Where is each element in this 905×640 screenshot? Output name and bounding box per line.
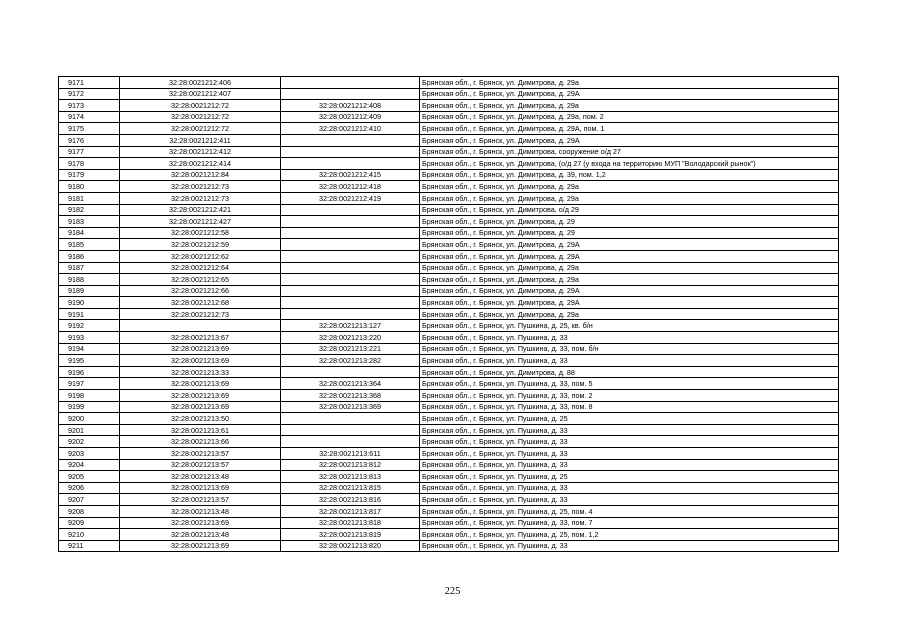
related-cadastral-number-cell: 32:28:0021213:364: [281, 378, 420, 390]
row-number-cell: 9204: [59, 459, 120, 471]
address-cell: Брянская обл., г. Брянск, ул. Димитрова, д. 29а: [420, 274, 839, 286]
address-cell: Брянская обл., г. Брянск, ул. Димитрова, д. 29а: [420, 100, 839, 112]
related-cadastral-number-cell: 32:28:0021213:282: [281, 355, 420, 367]
related-cadastral-number-cell: [281, 134, 420, 146]
table-row: [59, 540, 839, 552]
cadastral-number-cell: 32:28:0021212:73: [120, 181, 281, 193]
row-number-cell: 9207: [59, 494, 120, 506]
cadastral-number-cell: 32:28:0021213:69: [120, 390, 281, 402]
cadastral-number-cell: 32:28:0021213:57: [120, 459, 281, 471]
address-cell: Брянская обл., г. Брянск, ул. Димитрова, д. 29А, пом. 1: [420, 123, 839, 135]
table-row: [59, 227, 839, 239]
table-row: [59, 482, 839, 494]
row-number-cell: 9183: [59, 216, 120, 228]
address-cell: Брянская обл., г. Брянск, ул. Димитрова, д. 29а: [420, 181, 839, 193]
cadastral-number-cell: 32:28:0021212:65: [120, 274, 281, 286]
table-row: [59, 505, 839, 517]
cadastral-number-cell: 32:28:0021212:73: [120, 192, 281, 204]
related-cadastral-number-cell: 32:28:0021213:818: [281, 517, 420, 529]
address-cell: Брянская обл., г. Брянск, ул. Димитрова, д. 39, пом. 1,2: [420, 169, 839, 181]
table-row: [59, 158, 839, 170]
related-cadastral-number-cell: 32:28:0021213:813: [281, 471, 420, 483]
related-cadastral-number-cell: 32:28:0021213:820: [281, 540, 420, 552]
address-cell: Брянская обл., г. Брянск, ул. Пушкина, д. 33: [420, 540, 839, 552]
table-row: [59, 332, 839, 344]
row-number-cell: 9190: [59, 297, 120, 309]
related-cadastral-number-cell: [281, 274, 420, 286]
cadastral-number-cell: 32:28:0021212:84: [120, 169, 281, 181]
records-table-body: [59, 77, 839, 552]
address-cell: Брянская обл., г. Брянск, ул. Димитрова, д. 29А: [420, 239, 839, 251]
related-cadastral-number-cell: 32:28:0021212:410: [281, 123, 420, 135]
table-row: [59, 262, 839, 274]
cadastral-number-cell: 32:28:0021213:48: [120, 505, 281, 517]
cadastral-number-cell: 32:28:0021212:59: [120, 239, 281, 251]
table-row: [59, 297, 839, 309]
row-number-cell: 9177: [59, 146, 120, 158]
related-cadastral-number-cell: 32:28:0021213:220: [281, 332, 420, 344]
table-row: [59, 181, 839, 193]
address-cell: Брянская обл., г. Брянск, ул. Димитрова, д. 29а, пом. 2: [420, 111, 839, 123]
address-cell: Брянская обл., г. Брянск, ул. Димитрова, д. 29а: [420, 192, 839, 204]
address-cell: Брянская обл., г. Брянск, ул. Димитрова, сооружение о/д 27: [420, 146, 839, 158]
related-cadastral-number-cell: [281, 146, 420, 158]
address-cell: Брянская обл., г. Брянск, ул. Пушкина, д. 33: [420, 482, 839, 494]
address-cell: Брянская обл., г. Брянск, ул. Пушкина, д. 33: [420, 494, 839, 506]
table-row: [59, 378, 839, 390]
cadastral-number-cell: 32:28:0021213:50: [120, 413, 281, 425]
cadastral-number-cell: 32:28:0021213:66: [120, 436, 281, 448]
row-number-cell: 9195: [59, 355, 120, 367]
row-number-cell: 9178: [59, 158, 120, 170]
related-cadastral-number-cell: [281, 88, 420, 100]
address-cell: Брянская обл., г. Брянск, ул. Димитрова, д. 88: [420, 366, 839, 378]
related-cadastral-number-cell: [281, 366, 420, 378]
table-row: [59, 471, 839, 483]
cadastral-number-cell: 32:28:0021212:72: [120, 100, 281, 112]
table-row: [59, 448, 839, 460]
related-cadastral-number-cell: [281, 227, 420, 239]
cadastral-number-cell: 32:28:0021213:69: [120, 343, 281, 355]
related-cadastral-number-cell: 32:28:0021213:812: [281, 459, 420, 471]
row-number-cell: 9206: [59, 482, 120, 494]
cadastral-number-cell: 32:28:0021213:69: [120, 540, 281, 552]
table-row: [59, 204, 839, 216]
related-cadastral-number-cell: [281, 285, 420, 297]
address-cell: Брянская обл., г. Брянск, ул. Пушкина, д. 33: [420, 355, 839, 367]
table-row: [59, 424, 839, 436]
row-number-cell: 9179: [59, 169, 120, 181]
address-cell: Брянская обл., г. Брянск, ул. Димитрова, д. 29а: [420, 308, 839, 320]
records-table: [58, 76, 839, 552]
table-row: [59, 239, 839, 251]
related-cadastral-number-cell: 32:28:0021213:221: [281, 343, 420, 355]
address-cell: Брянская обл., г. Брянск, ул. Пушкина, д. 33: [420, 332, 839, 344]
related-cadastral-number-cell: [281, 413, 420, 425]
row-number-cell: 9205: [59, 471, 120, 483]
row-number-cell: 9175: [59, 123, 120, 135]
table-row: [59, 123, 839, 135]
cadastral-number-cell: 32:28:0021213:69: [120, 401, 281, 413]
table-row: [59, 320, 839, 332]
cadastral-number-cell: 32:28:0021213:33: [120, 366, 281, 378]
related-cadastral-number-cell: [281, 436, 420, 448]
table-row: [59, 274, 839, 286]
related-cadastral-number-cell: 32:28:0021212:409: [281, 111, 420, 123]
table-row: [59, 459, 839, 471]
address-cell: Брянская обл., г. Брянск, ул. Пушкина, д. 25: [420, 413, 839, 425]
row-number-cell: 9172: [59, 88, 120, 100]
cadastral-number-cell: 32:28:0021212:58: [120, 227, 281, 239]
cadastral-number-cell: 32:28:0021213:69: [120, 517, 281, 529]
row-number-cell: 9210: [59, 529, 120, 541]
row-number-cell: 9184: [59, 227, 120, 239]
address-cell: Брянская обл., г. Брянск, ул. Димитрова, (о/д 27 (у входа на территорию МУП "Володарский рынок"): [420, 158, 839, 170]
table-row: [59, 413, 839, 425]
table-row: [59, 111, 839, 123]
table-row: [59, 366, 839, 378]
table-row: [59, 169, 839, 181]
row-number-cell: 9193: [59, 332, 120, 344]
table-row: [59, 308, 839, 320]
row-number-cell: 9192: [59, 320, 120, 332]
row-number-cell: 9181: [59, 192, 120, 204]
table-row: [59, 517, 839, 529]
row-number-cell: 9180: [59, 181, 120, 193]
address-cell: Брянская обл., г. Брянск, ул. Пушкина, д. 25, пом. 1,2: [420, 529, 839, 541]
related-cadastral-number-cell: [281, 239, 420, 251]
related-cadastral-number-cell: 32:28:0021213:368: [281, 390, 420, 402]
address-cell: Брянская обл., г. Брянск, ул. Димитрова, д. 29а: [420, 262, 839, 274]
table-row: [59, 401, 839, 413]
cadastral-number-cell: 32:28:0021213:69: [120, 355, 281, 367]
table-row: [59, 390, 839, 402]
cadastral-number-cell: 32:28:0021212:411: [120, 134, 281, 146]
address-cell: Брянская обл., г. Брянск, ул. Пушкина, д. 25, пом. 4: [420, 505, 839, 517]
row-number-cell: 9198: [59, 390, 120, 402]
cadastral-number-cell: 32:28:0021212:66: [120, 285, 281, 297]
cadastral-number-cell: 32:28:0021213:69: [120, 482, 281, 494]
cadastral-number-cell: 32:28:0021213:57: [120, 448, 281, 460]
related-cadastral-number-cell: 32:28:0021213:819: [281, 529, 420, 541]
related-cadastral-number-cell: [281, 262, 420, 274]
row-number-cell: 9200: [59, 413, 120, 425]
row-number-cell: 9208: [59, 505, 120, 517]
row-number-cell: 9187: [59, 262, 120, 274]
table-row: [59, 88, 839, 100]
table-row: [59, 216, 839, 228]
table-row: [59, 529, 839, 541]
cadastral-number-cell: 32:28:0021212:72: [120, 123, 281, 135]
related-cadastral-number-cell: 32:28:0021213:817: [281, 505, 420, 517]
cadastral-number-cell: 32:28:0021213:48: [120, 529, 281, 541]
related-cadastral-number-cell: [281, 158, 420, 170]
row-number-cell: 9211: [59, 540, 120, 552]
row-number-cell: 9185: [59, 239, 120, 251]
address-cell: Брянская обл., г. Брянск, ул. Пушкина, д. 33, пом. 8: [420, 401, 839, 413]
cadastral-number-cell: 32:28:0021213:69: [120, 378, 281, 390]
table-row: [59, 355, 839, 367]
cadastral-number-cell: 32:28:0021212:412: [120, 146, 281, 158]
cadastral-number-cell: 32:28:0021213:61: [120, 424, 281, 436]
related-cadastral-number-cell: [281, 297, 420, 309]
table-row: [59, 77, 839, 89]
address-cell: Брянская обл., г. Брянск, ул. Димитрова, д. 29а: [420, 77, 839, 89]
table-row: [59, 436, 839, 448]
related-cadastral-number-cell: 32:28:0021213:815: [281, 482, 420, 494]
row-number-cell: 9173: [59, 100, 120, 112]
address-cell: Брянская обл., г. Брянск, ул. Пушкина, д. 33: [420, 424, 839, 436]
row-number-cell: 9209: [59, 517, 120, 529]
row-number-cell: 9189: [59, 285, 120, 297]
cadastral-number-cell: [120, 320, 281, 332]
page-number: 225: [444, 586, 461, 597]
table-row: [59, 285, 839, 297]
address-cell: Брянская обл., г. Брянск, ул. Пушкина, д. 33, пом. б/н: [420, 343, 839, 355]
row-number-cell: 9201: [59, 424, 120, 436]
row-number-cell: 9199: [59, 401, 120, 413]
related-cadastral-number-cell: 32:28:0021212:419: [281, 192, 420, 204]
table-row: [59, 134, 839, 146]
cadastral-number-cell: 32:28:0021212:427: [120, 216, 281, 228]
related-cadastral-number-cell: 32:28:0021213:127: [281, 320, 420, 332]
cadastral-number-cell: 32:28:0021213:67: [120, 332, 281, 344]
row-number-cell: 9191: [59, 308, 120, 320]
related-cadastral-number-cell: [281, 424, 420, 436]
cadastral-number-cell: 32:28:0021212:406: [120, 77, 281, 89]
cadastral-number-cell: 32:28:0021212:414: [120, 158, 281, 170]
row-number-cell: 9196: [59, 366, 120, 378]
related-cadastral-number-cell: 32:28:0021213:816: [281, 494, 420, 506]
table-row: [59, 100, 839, 112]
row-number-cell: 9171: [59, 77, 120, 89]
table-row: [59, 343, 839, 355]
cadastral-number-cell: 32:28:0021212:421: [120, 204, 281, 216]
related-cadastral-number-cell: 32:28:0021213:611: [281, 448, 420, 460]
table-row: [59, 494, 839, 506]
cadastral-number-cell: 32:28:0021212:407: [120, 88, 281, 100]
row-number-cell: 9174: [59, 111, 120, 123]
related-cadastral-number-cell: [281, 204, 420, 216]
cadastral-number-cell: 32:28:0021213:48: [120, 471, 281, 483]
address-cell: Брянская обл., г. Брянск, ул. Димитрова, д. 29: [420, 216, 839, 228]
row-number-cell: 9203: [59, 448, 120, 460]
related-cadastral-number-cell: 32:28:0021212:418: [281, 181, 420, 193]
row-number-cell: 9188: [59, 274, 120, 286]
related-cadastral-number-cell: [281, 250, 420, 262]
cadastral-number-cell: 32:28:0021212:72: [120, 111, 281, 123]
address-cell: Брянская обл., г. Брянск, ул. Димитрова, о/д 29: [420, 204, 839, 216]
table-row: [59, 250, 839, 262]
address-cell: Брянская обл., г. Брянск, ул. Пушкина, д. 33: [420, 436, 839, 448]
row-number-cell: 9202: [59, 436, 120, 448]
related-cadastral-number-cell: [281, 308, 420, 320]
row-number-cell: 9186: [59, 250, 120, 262]
cadastral-number-cell: 32:28:0021212:64: [120, 262, 281, 274]
related-cadastral-number-cell: [281, 216, 420, 228]
address-cell: Брянская обл., г. Брянск, ул. Димитрова, д. 29: [420, 227, 839, 239]
related-cadastral-number-cell: 32:28:0021213:369: [281, 401, 420, 413]
cadastral-number-cell: 32:28:0021212:68: [120, 297, 281, 309]
row-number-cell: 9194: [59, 343, 120, 355]
row-number-cell: 9176: [59, 134, 120, 146]
address-cell: Брянская обл., г. Брянск, ул. Димитрова, д. 29А: [420, 250, 839, 262]
address-cell: Брянская обл., г. Брянск, ул. Пушкина, д. 33, пом. 7: [420, 517, 839, 529]
address-cell: Брянская обл., г. Брянск, ул. Димитрова, д. 29А: [420, 134, 839, 146]
related-cadastral-number-cell: [281, 77, 420, 89]
related-cadastral-number-cell: 32:28:0021212:415: [281, 169, 420, 181]
table-row: [59, 146, 839, 158]
row-number-cell: 9182: [59, 204, 120, 216]
address-cell: Брянская обл., г. Брянск, ул. Пушкина, д. 33: [420, 448, 839, 460]
cadastral-number-cell: 32:28:0021212:62: [120, 250, 281, 262]
address-cell: Брянская обл., г. Брянск, ул. Пушкина, д. 33, пом. 2: [420, 390, 839, 402]
cadastral-number-cell: 32:28:0021212:73: [120, 308, 281, 320]
address-cell: Брянская обл., г. Брянск, ул. Димитрова, д. 29А: [420, 285, 839, 297]
address-cell: Брянская обл., г. Брянск, ул. Димитрова, д. 29А: [420, 297, 839, 309]
table-row: [59, 192, 839, 204]
related-cadastral-number-cell: 32:28:0021212:408: [281, 100, 420, 112]
address-cell: Брянская обл., г. Брянск, ул. Пушкина, д. 33: [420, 459, 839, 471]
cadastral-number-cell: 32:28:0021213:57: [120, 494, 281, 506]
address-cell: Брянская обл., г. Брянск, ул. Димитрова, д. 29А: [420, 88, 839, 100]
address-cell: Брянская обл., г. Брянск, ул. Пушкина, д. 25: [420, 471, 839, 483]
address-cell: Брянская обл., г. Брянск, ул. Пушкина, д. 33, пом. 5: [420, 378, 839, 390]
row-number-cell: 9197: [59, 378, 120, 390]
address-cell: Брянская обл., г. Брянск, ул. Пушкина, д. 25, кв. б/н: [420, 320, 839, 332]
